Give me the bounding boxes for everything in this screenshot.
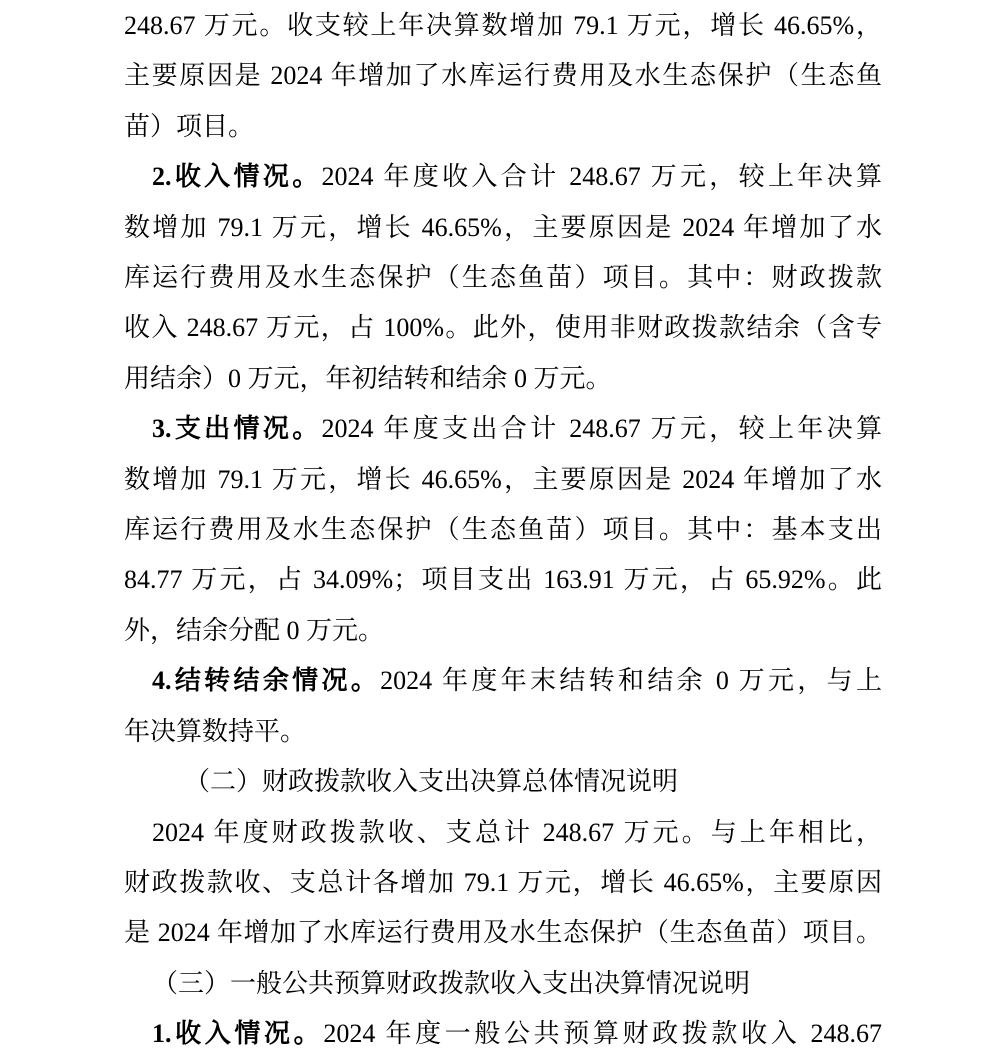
text-segment: 外，结余分配 0 万元。 bbox=[124, 615, 385, 645]
text-line bbox=[124, 656, 882, 706]
text-line bbox=[124, 455, 882, 505]
text-segment: 库运行费用及水生态保护（生态鱼苗）项目。其中：财政拨款 bbox=[124, 263, 882, 293]
text-line bbox=[124, 808, 882, 858]
bold-label: 2.收入情况。 bbox=[152, 162, 322, 192]
text-line bbox=[124, 959, 882, 1009]
text-segment: 2024 年度收入合计 248.67 万元，较上年决算 bbox=[321, 162, 882, 192]
text-segment: 收入 248.67 万元，占 100%。此外，使用非财政拨款结余（含专 bbox=[124, 313, 882, 343]
text-segment: 库运行费用及水生态保护（生态鱼苗）项目。其中：基本支出 bbox=[124, 515, 882, 545]
text-segment: 财政拨款收、支总计各增加 79.1 万元，增长 46.65%，主要原因 bbox=[124, 867, 882, 897]
text-segment: （二）财政拨款收入支出决算总体情况说明 bbox=[184, 767, 679, 797]
document-body bbox=[124, 1, 882, 1056]
text-segment: 84.77 万元，占 34.09%；项目支出 163.91 万元，占 65.92%。此 bbox=[124, 565, 882, 595]
text-segment: 248.67 万元。收支较上年决算数增加 79.1 万元，增长 46.65%， bbox=[124, 11, 882, 40]
text-line bbox=[124, 404, 882, 454]
text-segment: 数增加 79.1 万元，增长 46.65%，主要原因是 2024 年增加了水 bbox=[124, 464, 882, 494]
text-line bbox=[124, 354, 882, 404]
text-line bbox=[124, 505, 882, 555]
bold-label: 3.支出情况。 bbox=[152, 414, 322, 444]
text-segment: 2024 年度支出合计 248.67 万元，较上年决算 bbox=[321, 414, 882, 444]
text-line bbox=[124, 1, 882, 51]
text-segment: 2024 年度一般公共预算财政拨款收入 248.67 bbox=[323, 1019, 882, 1049]
text-line bbox=[124, 51, 882, 101]
bold-label: 1.收入情况。 bbox=[152, 1019, 324, 1049]
text-line bbox=[124, 152, 882, 202]
text-line bbox=[124, 858, 882, 908]
text-line bbox=[124, 1009, 882, 1056]
text-line bbox=[124, 606, 882, 656]
text-segment: 年决算数持平。 bbox=[124, 716, 307, 746]
text-segment: 2024 年度年末结转和结余 0 万元，与上 bbox=[380, 666, 882, 696]
text-line bbox=[124, 203, 882, 253]
text-line bbox=[124, 102, 882, 152]
text-segment: 是 2024 年增加了水库运行费用及水生态保护（生态鱼苗）项目。 bbox=[124, 918, 882, 948]
text-line bbox=[124, 253, 882, 303]
text-segment: 主要原因是 2024 年增加了水库运行费用及水生态保护（生态鱼 bbox=[124, 61, 882, 91]
text-line bbox=[124, 908, 882, 958]
text-line bbox=[124, 303, 882, 353]
text-line bbox=[124, 707, 882, 757]
bold-label: 4.结转结余情况。 bbox=[152, 666, 381, 696]
text-line bbox=[124, 757, 882, 807]
text-segment: 苗）项目。 bbox=[124, 111, 255, 141]
text-segment: 2024 年度财政拨款收、支总计 248.67 万元。与上年相比， bbox=[152, 817, 882, 847]
text-segment: （三）一般公共预算财政拨款收入支出决算情况说明 bbox=[152, 968, 751, 998]
text-segment: 数增加 79.1 万元，增长 46.65%，主要原因是 2024 年增加了水 bbox=[124, 212, 882, 242]
text-line bbox=[124, 555, 882, 605]
text-segment: 用结余）0 万元，年初结转和结余 0 万元。 bbox=[124, 363, 612, 393]
